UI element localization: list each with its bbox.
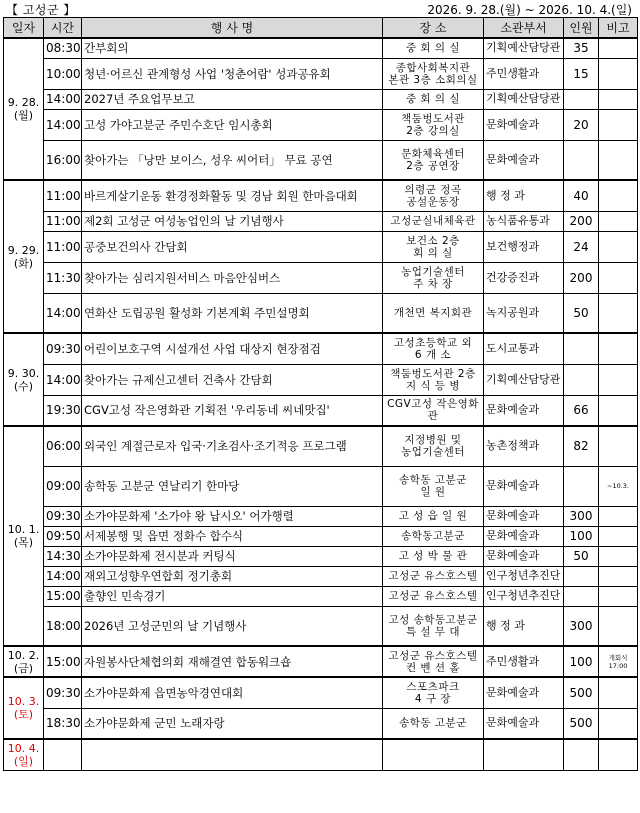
- event-count: [564, 466, 599, 506]
- event-dept: 문화예술과: [484, 140, 564, 180]
- event-title: 바르게살기운동 환경정화활동 및 경남 회원 한마음대회: [82, 180, 383, 211]
- event-note: [599, 546, 638, 566]
- event-dept: 농촌정책과: [484, 426, 564, 466]
- event-dept: 도시교통과: [484, 333, 564, 364]
- event-time: 14:00: [44, 364, 82, 395]
- event-dept: 문화예술과: [484, 677, 564, 708]
- event-time: 09:50: [44, 526, 82, 546]
- event-dept: 문화예술과: [484, 109, 564, 140]
- event-count: [564, 364, 599, 395]
- event-dept: 문화예술과: [484, 506, 564, 526]
- event-place: 송학동 고분군 일 원: [383, 466, 484, 506]
- schedule-table: [3, 17, 638, 771]
- table-row: [4, 506, 638, 526]
- event-place: 고성군실내체육관: [383, 211, 484, 231]
- event-count: 40: [564, 180, 599, 211]
- event-count: 300: [564, 506, 599, 526]
- table-row: [4, 546, 638, 566]
- event-dept: 주민생활과: [484, 58, 564, 89]
- event-count: 200: [564, 211, 599, 231]
- table-row: [4, 293, 638, 333]
- event-count: 82: [564, 426, 599, 466]
- day-date: 10. 2. (금): [4, 646, 44, 677]
- table-row: [4, 426, 638, 466]
- table-row: [4, 211, 638, 231]
- table-row: [4, 231, 638, 262]
- table-row: [4, 395, 638, 426]
- event-time: 09:00: [44, 466, 82, 506]
- event-title: 소가야문화제 군민 노래자랑: [82, 708, 383, 739]
- day-date: 10. 1. (목): [4, 426, 44, 646]
- event-count: 500: [564, 708, 599, 739]
- event-count: 50: [564, 546, 599, 566]
- table-row: [4, 89, 638, 109]
- event-note: [599, 140, 638, 180]
- table-row: [4, 262, 638, 293]
- col-count: 인원: [564, 18, 599, 39]
- event-place: 송학동 고분군: [383, 708, 484, 739]
- event-title: 어린이보호구역 시설개선 사업 대상지 현장점검: [82, 333, 383, 364]
- event-place: 책둠벙도서관 2층 강의실: [383, 109, 484, 140]
- event-time: 11:00: [44, 211, 82, 231]
- event-place: 의령군 정곡 공설운동장: [383, 180, 484, 211]
- event-time: 16:00: [44, 140, 82, 180]
- event-count: [564, 739, 599, 770]
- event-note: [599, 677, 638, 708]
- event-count: [564, 140, 599, 180]
- event-note: [599, 364, 638, 395]
- event-time: 14:00: [44, 109, 82, 140]
- col-dept: 소관부서: [484, 18, 564, 39]
- table-row: [4, 180, 638, 211]
- event-time: 18:30: [44, 708, 82, 739]
- event-title: 재외고성향우연합회 정기총회: [82, 566, 383, 586]
- event-title: 출향인 민속경기: [82, 586, 383, 606]
- day-date: 10. 3. (토): [4, 677, 44, 739]
- event-place: 고 성 박 물 관: [383, 546, 484, 566]
- event-count: 100: [564, 526, 599, 546]
- event-time: 14:00: [44, 566, 82, 586]
- event-time: 11:00: [44, 231, 82, 262]
- event-dept: 행 정 과: [484, 606, 564, 646]
- event-title: 소가야문화제 읍면농악경연대회: [82, 677, 383, 708]
- event-count: 100: [564, 646, 599, 677]
- event-note: [599, 506, 638, 526]
- page-header: [0, 0, 640, 16]
- table-row: [4, 708, 638, 739]
- event-count: [564, 89, 599, 109]
- event-place: 종합사회복지관 본관 3층 소회의실: [383, 58, 484, 89]
- event-note: [599, 739, 638, 770]
- event-note: [599, 89, 638, 109]
- col-note: 비고: [599, 18, 638, 39]
- event-note: [599, 333, 638, 364]
- event-title: 소가야문화제 '소가야 왕 납시오' 어가행렬: [82, 506, 383, 526]
- event-count: 15: [564, 58, 599, 89]
- table-header-row: [4, 18, 638, 39]
- event-dept: 기획예산담당관: [484, 364, 564, 395]
- event-title: 간부회의: [82, 38, 383, 58]
- event-title: CGV고성 작은영화관 기획전 '우리동네 씨네맛집': [82, 395, 383, 426]
- event-note: [599, 211, 638, 231]
- event-place: 송학동고분군: [383, 526, 484, 546]
- event-place: 고성 송학동고분군 특 설 무 대: [383, 606, 484, 646]
- table-row: [4, 739, 638, 770]
- table-row: [4, 140, 638, 180]
- table-row: [4, 364, 638, 395]
- event-place: [383, 739, 484, 770]
- event-time: 09:30: [44, 506, 82, 526]
- table-row: [4, 566, 638, 586]
- event-note: [599, 293, 638, 333]
- table-row: [4, 677, 638, 708]
- event-time: 14:00: [44, 89, 82, 109]
- event-title: 공중보건의사 간담회: [82, 231, 383, 262]
- event-dept: 행 정 과: [484, 180, 564, 211]
- day-date: 9. 28. (월): [4, 38, 44, 180]
- event-place: 농업기술센터 주 차 장: [383, 262, 484, 293]
- event-dept: 인구청년추진단: [484, 566, 564, 586]
- event-title: 연화산 도립공원 활성화 기본계획 주민설명회: [82, 293, 383, 333]
- event-title: 찾아가는 규제신고센터 건축사 간담회: [82, 364, 383, 395]
- event-place: CGV고성 작은영화관: [383, 395, 484, 426]
- event-time: 15:00: [44, 586, 82, 606]
- event-title: 서제봉행 및 읍면 정화수 합수식: [82, 526, 383, 546]
- table-row: [4, 466, 638, 506]
- event-note: [599, 586, 638, 606]
- event-count: [564, 566, 599, 586]
- table-row: [4, 109, 638, 140]
- event-time: 11:00: [44, 180, 82, 211]
- event-place: 책둠벙도서관 2층 지 식 등 병: [383, 364, 484, 395]
- event-time: 14:30: [44, 546, 82, 566]
- event-title: 청년·어르신 관계형성 사업 '청춘어람' 성과공유회: [82, 58, 383, 89]
- table-row: [4, 526, 638, 546]
- event-note: [599, 566, 638, 586]
- day-date: 9. 30. (수): [4, 333, 44, 426]
- event-title: 제2회 고성군 여성농업인의 날 기념행사: [82, 211, 383, 231]
- org-name: 【 고성군 】: [6, 3, 76, 17]
- table-row: [4, 606, 638, 646]
- event-dept: 문화예술과: [484, 546, 564, 566]
- event-count: 66: [564, 395, 599, 426]
- event-title: 2026년 고성군민의 날 기념행사: [82, 606, 383, 646]
- event-dept: 기획예산담당관: [484, 38, 564, 58]
- event-dept: 기획예산담당관: [484, 89, 564, 109]
- schedule-period: 2026. 9. 28.(월) ~ 2026. 10. 4.(일): [427, 3, 632, 17]
- event-count: [564, 333, 599, 364]
- event-dept: 건강증진과: [484, 262, 564, 293]
- event-dept: 문화예술과: [484, 395, 564, 426]
- event-note: [599, 180, 638, 211]
- col-event: 행 사 명: [82, 18, 383, 39]
- event-place: 개천면 복지회관: [383, 293, 484, 333]
- schedule-body: [4, 38, 638, 770]
- event-title: 찾아가는 심리지원서비스 마음안심버스: [82, 262, 383, 293]
- event-place: 고성군 유스호스텔 컨 벤 션 홀: [383, 646, 484, 677]
- event-title: 자원봉사단체협의회 재해결연 합동워크숍: [82, 646, 383, 677]
- event-note: [599, 395, 638, 426]
- event-place: 문화체육센터 2층 공연장: [383, 140, 484, 180]
- event-place: 고성군 유스호스텔: [383, 586, 484, 606]
- event-place: 고성초등학교 외 6 개 소: [383, 333, 484, 364]
- event-note: [599, 262, 638, 293]
- event-time: 09:30: [44, 333, 82, 364]
- event-time: 15:00: [44, 646, 82, 677]
- event-note: [599, 109, 638, 140]
- event-title: [82, 739, 383, 770]
- event-time: 10:00: [44, 58, 82, 89]
- col-place: 장 소: [383, 18, 484, 39]
- event-time: 19:30: [44, 395, 82, 426]
- day-date: 9. 29. (화): [4, 180, 44, 333]
- event-note: [599, 58, 638, 89]
- event-note: [599, 606, 638, 646]
- event-note: [599, 526, 638, 546]
- event-dept: 인구청년추진단: [484, 586, 564, 606]
- table-row: [4, 586, 638, 606]
- event-count: 35: [564, 38, 599, 58]
- table-row: [4, 646, 638, 677]
- event-place: 고성군 유스호스텔: [383, 566, 484, 586]
- event-dept: 문화예술과: [484, 708, 564, 739]
- event-time: 06:00: [44, 426, 82, 466]
- event-place: 고 성 읍 일 원: [383, 506, 484, 526]
- event-count: 300: [564, 606, 599, 646]
- event-title: 소가야문화제 전시분과 커팅식: [82, 546, 383, 566]
- event-note: [599, 708, 638, 739]
- day-date: 10. 4. (일): [4, 739, 44, 770]
- event-time: 18:00: [44, 606, 82, 646]
- event-dept: [484, 739, 564, 770]
- event-note: [599, 38, 638, 58]
- event-place: 지정병원 및 농업기술센터: [383, 426, 484, 466]
- table-row: [4, 38, 638, 58]
- event-title: 2027년 주요업무보고: [82, 89, 383, 109]
- event-dept: 보건행정과: [484, 231, 564, 262]
- event-title: 고성 가야고분군 주민수호단 임시총회: [82, 109, 383, 140]
- event-dept: 문화예술과: [484, 466, 564, 506]
- event-place: 중 회 의 실: [383, 89, 484, 109]
- event-place: 보건소 2층 회 의 실: [383, 231, 484, 262]
- event-time: 09:30: [44, 677, 82, 708]
- event-title: 외국인 계절근로자 입국·기초검사·조기적응 프로그램: [82, 426, 383, 466]
- event-count: 500: [564, 677, 599, 708]
- event-time: 08:30: [44, 38, 82, 58]
- col-date: 일자: [4, 18, 44, 39]
- event-time: 14:00: [44, 293, 82, 333]
- event-count: 200: [564, 262, 599, 293]
- event-time: 11:30: [44, 262, 82, 293]
- table-row: [4, 333, 638, 364]
- event-note: ~10.3.: [599, 466, 638, 506]
- event-note: [599, 231, 638, 262]
- table-row: [4, 58, 638, 89]
- event-note: [599, 426, 638, 466]
- event-place: 중 회 의 실: [383, 38, 484, 58]
- col-time: 시간: [44, 18, 82, 39]
- event-note: 개회식 17:00: [599, 646, 638, 677]
- event-dept: 주민생활과: [484, 646, 564, 677]
- event-dept: 녹지공원과: [484, 293, 564, 333]
- event-count: [564, 586, 599, 606]
- event-dept: 문화예술과: [484, 526, 564, 546]
- event-time: [44, 739, 82, 770]
- event-count: 50: [564, 293, 599, 333]
- event-title: 송학동 고분군 연날리기 한마당: [82, 466, 383, 506]
- event-count: 20: [564, 109, 599, 140]
- event-title: 찾아가는 「낭만 보이스, 성우 씨어터」 무료 공연: [82, 140, 383, 180]
- event-dept: 농식품유통과: [484, 211, 564, 231]
- event-count: 24: [564, 231, 599, 262]
- event-place: 스포츠파크 4 구 장: [383, 677, 484, 708]
